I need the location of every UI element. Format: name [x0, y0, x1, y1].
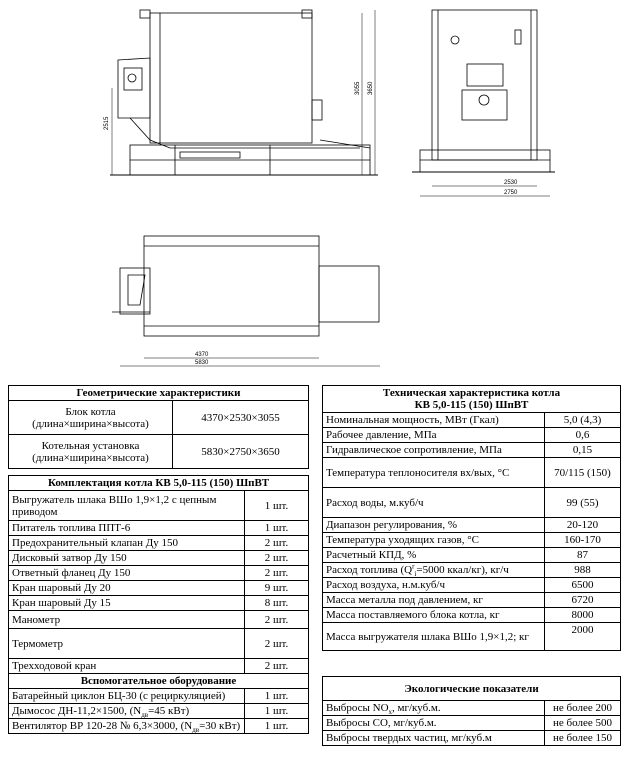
aux-qty: 1 шт. — [245, 689, 309, 704]
tech-value: 2000 — [545, 623, 621, 651]
tech-title-line2: КВ 5,0-115 (150) ШпВТ — [414, 399, 529, 411]
eco-label-text-b: , мг/куб.м. — [392, 702, 441, 714]
kit-item: Выгружатель шлака ВШо 1,9×1,2 с цепным приводом — [9, 491, 245, 521]
geometry-value-plant: 5830×2750×3650 — [173, 435, 309, 469]
aux-item — [9, 719, 245, 734]
kit-item: Кран шаровый Ду 15 — [9, 596, 245, 611]
dim-3055: 3055 — [355, 81, 361, 95]
geometry-value-block: 4370×2530×3055 — [173, 401, 309, 435]
eco-title: Экологические показатели — [323, 677, 621, 701]
tech-value: 6720 — [545, 593, 621, 608]
tech-label-text-b: =5000 ккал/кг), кг/ч — [416, 564, 509, 576]
tech-value: 87 — [545, 548, 621, 563]
eco-label: Выбросы твердых частиц, мг/куб.м — [323, 731, 545, 746]
eco-label — [323, 701, 545, 716]
tech-table — [322, 385, 621, 651]
technical-drawing — [0, 0, 629, 380]
tech-label: Масса выгружателя шлака ВШо 1,9×1,2; кг — [323, 623, 545, 651]
kit-item: Питатель топлива ППТ-6 — [9, 521, 245, 536]
kit-qty: 1 шт. — [245, 491, 309, 521]
tech-title — [323, 386, 621, 413]
tech-label: Расход воздуха, н.м.куб/ч — [323, 578, 545, 593]
tech-value: 988 — [545, 563, 621, 578]
aux-item-sub: дв — [141, 711, 149, 720]
side-view — [104, 10, 378, 175]
tech-label-sup: r — [412, 562, 415, 571]
tech-label: Гидравлическое сопротивление, МПа — [323, 443, 545, 458]
dim-3650: 3650 — [368, 81, 374, 95]
kit-qty: 2 шт. — [245, 566, 309, 581]
aux-item-text-a: Вентилятор ВР 120-28 № 6,3×3000, (N — [12, 720, 193, 732]
kit-item: Ответный фланец Ду 150 — [9, 566, 245, 581]
kit-item: Кран шаровый Ду 20 — [9, 581, 245, 596]
tech-value: 0,6 — [545, 428, 621, 443]
tech-value: 99 (55) — [545, 488, 621, 518]
tech-label: Диапазон регулирования, % — [323, 518, 545, 533]
tech-label — [323, 563, 545, 578]
kit-qty: 9 шт. — [245, 581, 309, 596]
eco-label-sub: x — [388, 708, 393, 717]
tech-label: Номинальная мощность, МВт (Гкал) — [323, 413, 545, 428]
eco-label: Выбросы СО, мг/куб.м. — [323, 716, 545, 731]
tech-value: 20-120 — [545, 518, 621, 533]
aux-item-text-b: =45 кВт) — [148, 705, 190, 717]
aux-item — [9, 704, 245, 719]
eco-value: не более 150 — [545, 731, 621, 746]
tech-label: Рабочее давление, МПа — [323, 428, 545, 443]
aux-qty: 1 шт. — [245, 719, 309, 734]
tech-value: 8000 — [545, 608, 621, 623]
kit-qty: 2 шт. — [245, 629, 309, 659]
kit-qty: 8 шт. — [245, 596, 309, 611]
dim-4370: 4370 — [195, 352, 209, 358]
tech-label: Масса поставляемого блока котла, кг — [323, 608, 545, 623]
kit-title: Комплектация котла КВ 5,0-115 (150) ШпВТ — [9, 476, 309, 491]
tech-label: Расход воды, м.куб/ч — [323, 488, 545, 518]
tech-value: 0,15 — [545, 443, 621, 458]
geometry-title: Геометрические характеристики — [9, 386, 309, 401]
kit-qty: 2 шт. — [245, 659, 309, 674]
aux-item-text-b: =30 кВт) — [199, 720, 241, 732]
tech-value: 160-170 — [545, 533, 621, 548]
aux-item: Батарейный циклон БЦ-30 (с рециркуляцией) — [9, 689, 245, 704]
kit-item: Предохранительный клапан Ду 150 — [9, 536, 245, 551]
tech-label: Температура теплоносителя вх/вых, °С — [323, 458, 545, 488]
dim-2530: 2530 — [504, 180, 518, 186]
tech-label-text-a: Расход топлива (Q — [326, 564, 413, 576]
kit-qty: 1 шт. — [245, 521, 309, 536]
kit-qty: 2 шт. — [245, 536, 309, 551]
tech-label: Масса металла под давлением, кг — [323, 593, 545, 608]
tech-label: Температура уходящих газов, °С — [323, 533, 545, 548]
geometry-label-block: Блок котла (длина×ширина×высота) — [9, 401, 173, 435]
equipment-table — [8, 385, 309, 469]
eco-value: не более 200 — [545, 701, 621, 716]
kit-item: Термометр — [9, 629, 245, 659]
tech-value: 70/115 (150) — [545, 458, 621, 488]
kit-item: Манометр — [9, 611, 245, 629]
dim-2750: 2750 — [504, 190, 518, 196]
aux-qty: 1 шт. — [245, 704, 309, 719]
kit-table — [8, 475, 309, 734]
eco-table — [322, 676, 621, 746]
top-view — [112, 236, 380, 366]
kit-item: Трехходовой кран — [9, 659, 245, 674]
tech-value: 6500 — [545, 578, 621, 593]
tech-label-sub: i — [414, 570, 417, 579]
tech-label: Расчетный КПД, % — [323, 548, 545, 563]
aux-item-text-a: Дымосос ДН-11,2×1500, (N — [12, 705, 142, 717]
tech-value: 5,0 (4,3) — [545, 413, 621, 428]
kit-qty: 2 шт. — [245, 551, 309, 566]
front-view — [412, 10, 555, 196]
geometry-label-plant: Котельная установка (длина×ширина×высота) — [9, 435, 173, 469]
aux-item-sub: дв — [192, 726, 200, 735]
tech-title-line1: Техническая характеристика котла — [382, 387, 561, 399]
kit-qty: 2 шт. — [245, 611, 309, 629]
kit-item: Дисковый затвор Ду 150 — [9, 551, 245, 566]
aux-title: Вспомогательное оборудование — [9, 674, 309, 689]
dim-5830: 5830 — [195, 360, 209, 366]
dim-2515: 2515 — [104, 116, 110, 130]
eco-label-text-a: Выбросы NO — [326, 702, 389, 714]
eco-value: не более 500 — [545, 716, 621, 731]
